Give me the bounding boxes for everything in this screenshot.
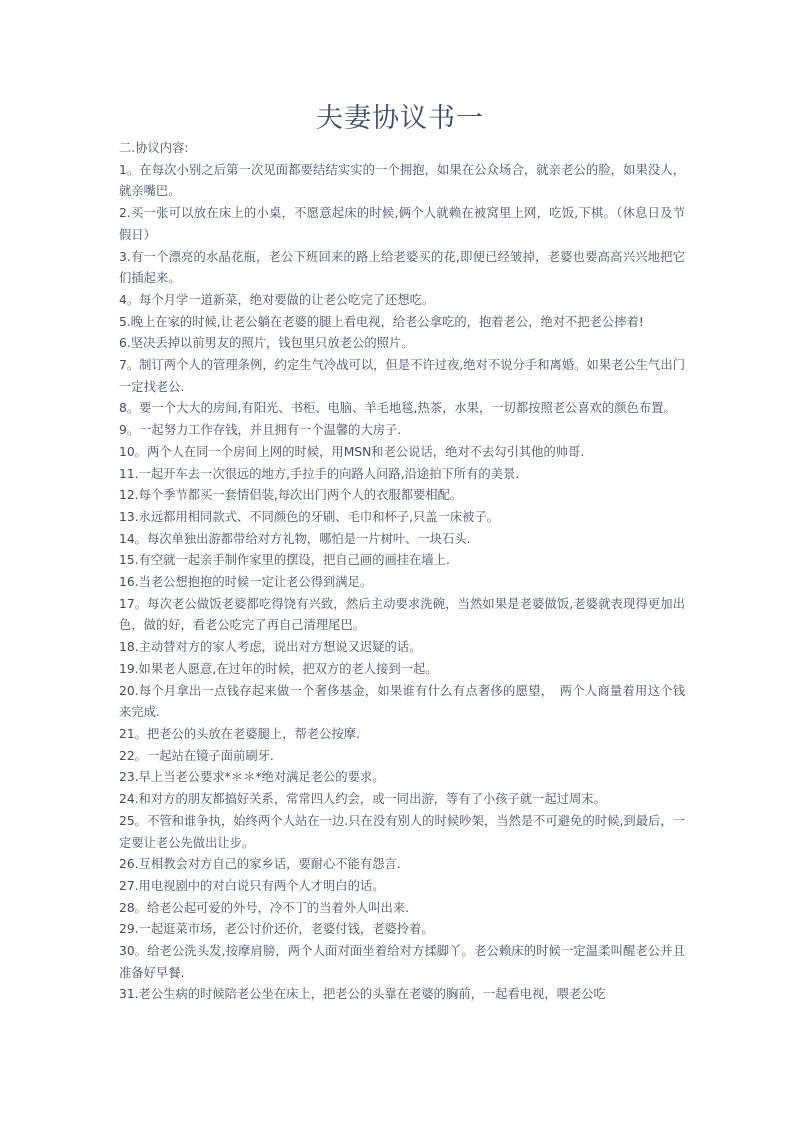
agreement-items-list (119, 160, 685, 1006)
agreement-item-30: 30。给老公洗头发,按摩肩膀，两个人面对面坐着给对方揉脚丫。老公赖床的时候一定温柔叫醒老公并且准备好早餐. (119, 944, 685, 980)
agreement-item-13: 13.永远都用相同款式、不同颜色的牙刷、毛巾和杯子,只盖一床被子。 (119, 509, 500, 524)
agreement-item-18: 18.主动替对方的家人考虑，说出对方想说又迟疑的话。 (119, 640, 422, 655)
agreement-item-14: 14。每次单独出游都带给对方礼物，哪怕是一片树叶、一块石头. (119, 531, 471, 546)
agreement-item-21: 21。把老公的头放在老婆腿上，帮老公按摩. (119, 726, 360, 741)
agreement-item-20: 20.每个月拿出一点钱存起来做一个奢侈基金，如果谁有什么有点奢侈的愿望， 两个人商量着用这个钱来完成. (119, 683, 685, 720)
agreement-item-23: 23.早上当老公要求*＊＊*绝对满足老公的要求。 (119, 770, 385, 785)
agreement-item-4: 4。每个月学一道新菜，绝对要做的让老公吃完了还想吃。 (119, 292, 435, 307)
agreement-item-6: 6.坚决丢掉以前男友的照片，钱包里只放老公的照片。 (119, 336, 414, 351)
document-title: 夫妻协议书一 (316, 103, 484, 134)
agreement-item-24: 24.和对方的朋友都搞好关系，常常四人约会，或一同出游，等有了小孩子就一起过周末。 (119, 792, 606, 807)
agreement-item-15: 15.有空就一起亲手制作家里的摆设，把自己画的画挂在墙上. (119, 553, 450, 568)
agreement-item-7: 7。制订两个人的管理条例，约定生气冷战可以，但是不许过夜,绝对不说分手和离婚。如果老公生气出门一定找老公. (119, 358, 685, 394)
agreement-item-9: 9。一起努力工作存钱，并且拥有一个温馨的大房子. (119, 423, 402, 438)
agreement-item-10: 10。两个人在同一个房间上网的时候，用MSN和老公说话，绝对不去勾引其他的帅哥. (119, 444, 585, 459)
agreement-item-28: 28。给老公起可爱的外号，冷不丁的当着外人叫出来. (119, 900, 410, 915)
agreement-item-3: 3.有一个漂亮的水晶花瓶，老公下班回来的路上给老婆买的花,即便已经皱掉，老婆也要高高兴兴地把它们插起来。 (119, 249, 685, 286)
agreement-item-19: 19.如果老人愿意,在过年的时候，把双方的老人接到一起。 (119, 661, 438, 676)
agreement-item-1: 1。在每次小别之后第一次见面都要结结实实的一个拥抱，如果在公众场合，就亲老公的脸，如果没人，就亲嘴巴。 (119, 162, 685, 199)
section-heading: 二.协议内容: (119, 141, 189, 155)
agreement-item-2: 2.买一张可以放在床上的小桌，不愿意起床的时候,俩个人就赖在被窝里上网，吃饭,下棋。（休息日及节假日） (119, 206, 685, 242)
agreement-item-5: 5.晚上在家的时候,让老公躺在老婆的腿上看电视，给老公拿吃的，抱着老公，绝对不把老公摔着! (119, 314, 644, 329)
agreement-item-8: 8。要一个大大的房间,有阳光、书柜、电脑、羊毛地毯,热茶，水果，一切都按照老公喜欢的颜色布置。 (119, 401, 676, 416)
agreement-content (119, 138, 685, 1006)
agreement-item-26: 26.互相教会对方自己的家乡话，要耐心不能有怨言. (119, 857, 401, 872)
agreement-item-12: 12.每个季节都买一套情侣装,每次出门两个人的衣服都要相配。 (119, 488, 463, 503)
agreement-item-22: 22。一起站在镜子面前刷牙. (119, 748, 274, 763)
agreement-item-17: 17。每次老公做饭老婆都吃得饶有兴致，然后主动要求洗碗，当然如果是老婆做饭,老婆就表现得更加出色，做的好，看老公吃完了再自己清理尾巴。 (119, 596, 685, 633)
agreement-item-27: 27.用电视剧中的对白说只有两个人才明白的话。 (119, 878, 385, 893)
agreement-item-25: 25。不管和谁争执，始终两个人站在一边.只在没有别人的时候吵架，当然是不可避免的时候,到最后，一定要让老公先做出让步。 (119, 813, 685, 850)
agreement-item-29: 29.一起逛菜市场，老公讨价还价，老婆付钱，老婆拎着。 (119, 922, 434, 937)
agreement-item-16: 16.当老公想抱抱的时候一定让老公得到满足。 (119, 575, 373, 590)
agreement-item-31: 31.老公生病的时候陪老公坐在床上，把老公的头靠在老婆的胸前，一起看电视，喂老公吃 (119, 987, 606, 1002)
agreement-item-11: 11.一起开车去一次很远的地方,手拉手的向路人问路,沿途拍下所有的美景. (119, 466, 520, 481)
